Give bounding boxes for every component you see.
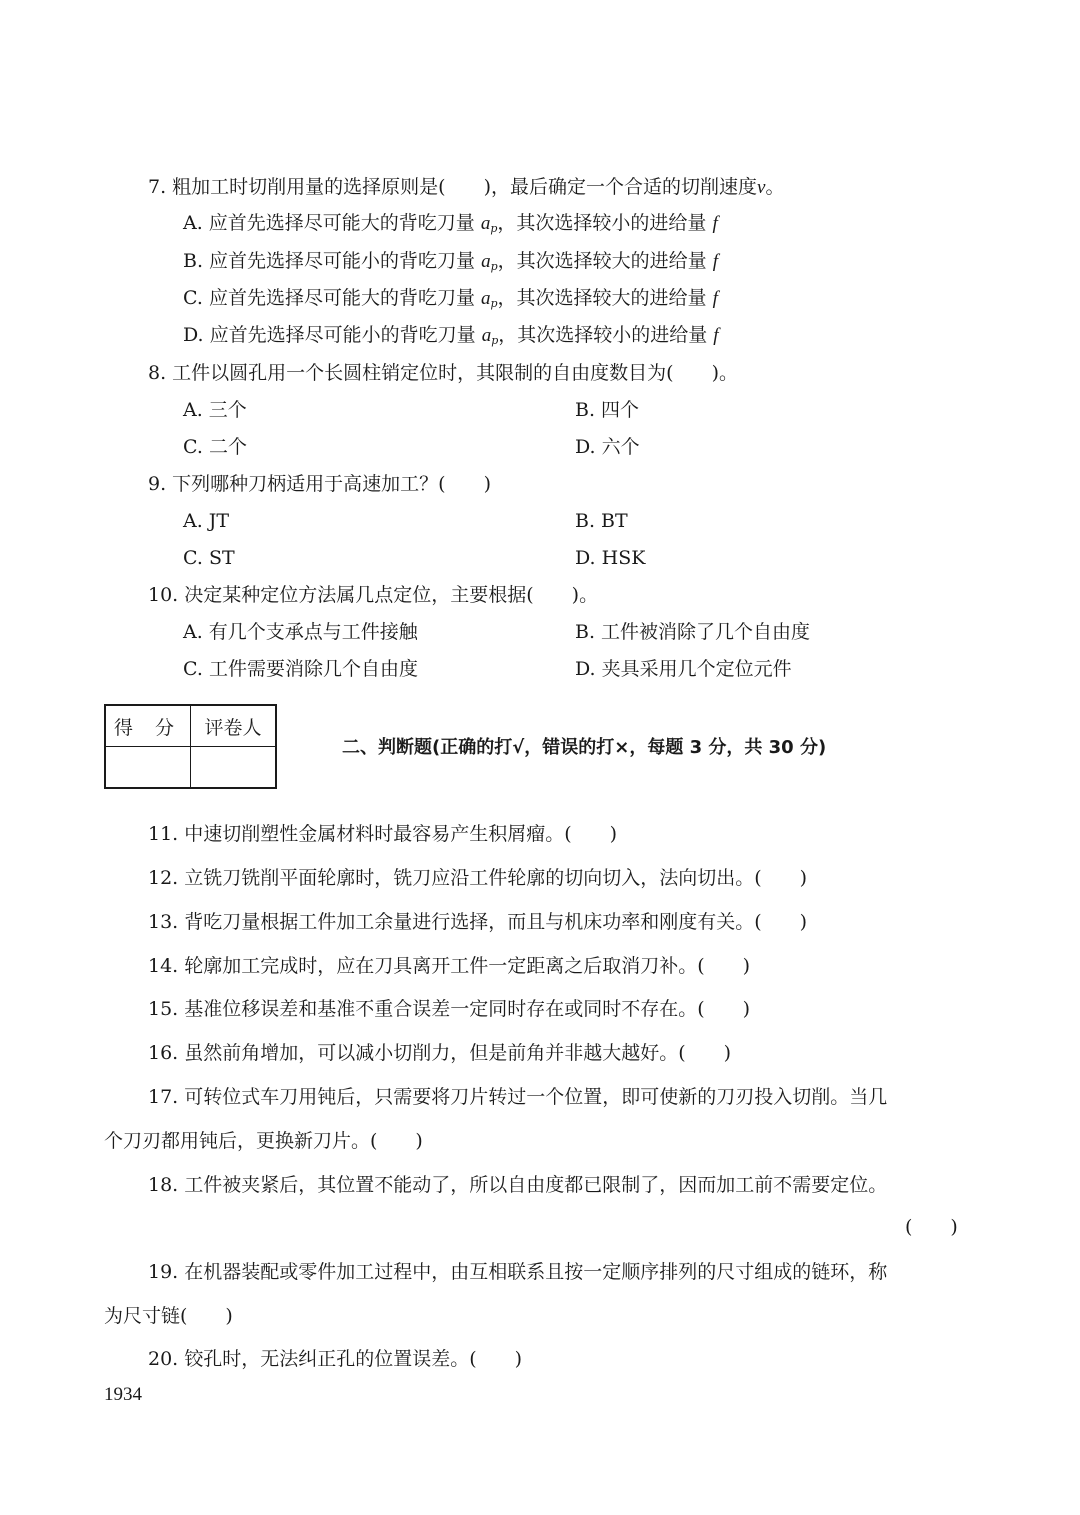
question-8-option-d: D. 六个 [575, 436, 640, 458]
question-7-stem: 7. 粗加工时切削用量的选择原则是( )，最后确定一个合适的切削速度v。 [148, 176, 785, 198]
question-9-option-d: D. HSK [575, 547, 646, 569]
question-10-stem: 10. 决定某种定位方法属几点定位，主要根据( )。 [148, 584, 599, 606]
question-10-option-c: C. 工件需要消除几个自由度 [183, 658, 418, 680]
question-9-option-b: B. BT [575, 510, 628, 532]
question-7-option-a: A. 应首先选择尽可能大的背吃刀量 $a_p$，其次选择较小的进给量 f [183, 212, 718, 235]
question-10-option-a: A. 有几个支承点与工件接触 [183, 621, 418, 643]
question-10-option-b: B. 工件被消除了几个自由度 [575, 621, 811, 643]
question-9-stem: 9. 下列哪种刀柄适用于高速加工？( ) [148, 473, 491, 495]
question-15: 15. 基准位移误差和基准不重合误差一定同时存在或同时不存在。( ) [148, 998, 751, 1020]
question-7-option-d: D. 应首先选择尽可能小的背吃刀量 $a_p$，其次选择较小的进给量 f [183, 324, 719, 347]
question-8-option-a: A. 三个 [183, 399, 247, 421]
page-number: 1934 [104, 1384, 142, 1405]
question-10-option-d: D. 夹具采用几个定位元件 [575, 658, 792, 680]
grader-cell[interactable] [191, 747, 277, 789]
question-9-option-c: C. ST [183, 547, 235, 569]
question-19-line-1: 19. 在机器装配或零件加工过程中，由互相联系且按一定顺序排列的尺寸组成的链环，称 [148, 1261, 888, 1283]
question-20: 20. 铰孔时，无法纠正孔的位置误差。( ) [148, 1348, 523, 1370]
question-7-option-b: B. 应首先选择尽可能小的背吃刀量 $a_p$，其次选择较大的进给量 f [183, 250, 718, 273]
question-14: 14. 轮廓加工完成时，应在刀具离开工件一定距离之后取消刀补。( ) [148, 955, 751, 977]
question-12: 12. 立铣刀铣削平面轮廓时，铣刀应沿工件轮廓的切向切入，法向切出。( ) [148, 867, 808, 889]
score-box [104, 704, 277, 789]
question-17-line-1: 17. 可转位式车刀用钝后，只需要将刀片转过一个位置，即可使新的刀刃投入切削。当几 [148, 1086, 888, 1108]
section-2-title: 二、判断题(正确的打√，错误的打×，每题 3 分，共 30 分) [342, 737, 827, 758]
question-13: 13. 背吃刀量根据工件加工余量进行选择，而且与机床功率和刚度有关。( ) [148, 911, 808, 933]
question-18-answer-bracket: ( ) [905, 1216, 958, 1238]
score-cell[interactable] [105, 747, 191, 789]
question-17-line-2: 个刀刃都用钝后，更换新刀片。( ) [104, 1130, 423, 1152]
grader-label: 评卷人 [191, 705, 277, 747]
question-19-line-2: 为尺寸链( ) [104, 1305, 233, 1327]
question-8-stem: 8. 工件以圆孔用一个长圆柱销定位时，其限制的自由度数目为( )。 [148, 362, 738, 384]
question-9-option-a: A. JT [183, 510, 230, 532]
question-8-option-c: C. 二个 [183, 436, 247, 458]
score-label: 得 分 [105, 705, 191, 747]
question-11: 11. 中速切削塑性金属材料时最容易产生积屑瘤。( ) [148, 823, 618, 845]
question-16: 16. 虽然前角增加，可以减小切削力，但是前角并非越大越好。( ) [148, 1042, 732, 1064]
question-8-option-b: B. 四个 [575, 399, 640, 421]
question-18-line-1: 18. 工件被夹紧后，其位置不能动了，所以自由度都已限制了，因而加工前不需要定位。 [148, 1174, 888, 1196]
question-7-option-c: C. 应首先选择尽可能大的背吃刀量 $a_p$，其次选择较大的进给量 f [183, 287, 718, 310]
